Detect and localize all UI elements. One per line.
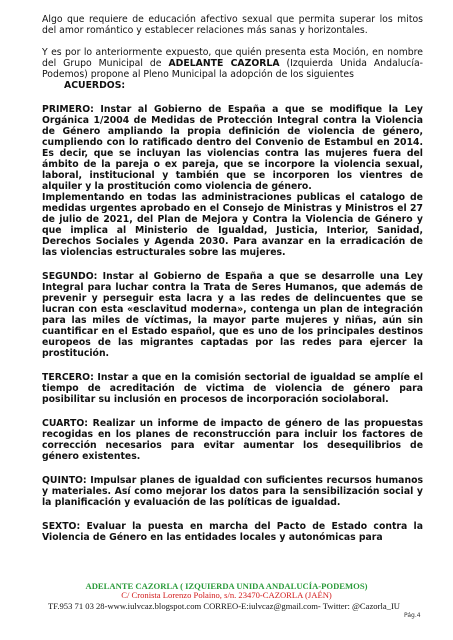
- agreement-cuarto: CUARTO: Realizar un informe de impacto de género de las propuestas recogidas en los planes de reconstrucción para incluir los factores de corrección necesarios para evitar aumentar los desequilibrios de género existentes.: [42, 418, 423, 462]
- page-footer: [0, 581, 453, 619]
- acuerdos-heading: ACUERDOS:: [64, 80, 126, 91]
- party-name: ADELANTE CAZORLA: [168, 58, 280, 69]
- proposal-text-b: (Izquierda Unida Andalucía-Podemos) propone al Pleno Municipal la adopción de los siguientes: [42, 58, 423, 80]
- proposal-paragraph: [42, 47, 423, 80]
- footer-address-line: C/ Cronista Lorenzo Polaino, s/n. 23470-CAZORLA (JAÉN): [121, 590, 332, 600]
- agreement-primero-continued: Implementando en todas las administraciones publicas el catalogo de medidas urgentes aprobado en el Consejo de Ministras y Ministros el 27 de julio de 2021, del Plan de Mejora y Contra la Violencia de Género y que implica al Ministerio de Igualdad, Justicia, Interior, Sanidad, Derechos Sociales y Agenda 2030. Para avanzar en la erradicación de las violencias estructurales sobre las mujeres.: [42, 192, 423, 258]
- agreement-tercero: TERCERO: Instar a que en la comisión sectorial de igualdad se amplíe el tiempo de acreditación de victima de violencia de género para posibilitar su inclusión en procesos de incorporación sociolaboral.: [42, 372, 423, 405]
- agreement-primero: PRIMERO: Instar al Gobierno de España a que se modifique la Ley Orgánica 1/2004 de Medidas de Protección Integral contra la Violencia de Género ampliando la propia definición de violencia de género, cumpliendo con lo ratificado dentro del Convenio de Estambul en 2014. Es decir, que se incluyan las violencias contra las mujeres fuera del ámbito de la pareja o ex pareja, que se incorpore la violencia sexual, laboral, institucional y también que se incorporen los vientres de alquiler y la prostitución como violencia de género.: [42, 104, 423, 192]
- agreement-quinto: QUINTO: Impulsar planes de igualdad con suficientes recursos humanos y materiales. Así como mejorar los datos para la sensibilización social y la planificación y evaluación de las políticas de igualdad.: [42, 475, 423, 508]
- intro-paragraph: Algo que requiere de educación afectivo sexual que permita superar los mitos del amor romántico y establecer relaciones más sanas y horizontales.: [42, 14, 423, 36]
- proposal-text-a: Y es por lo anteriormente expuesto, que quién presenta esta Moción, en nombre del Grupo Municipal de: [42, 47, 423, 69]
- agreement-sexto: SEXTO: Evaluar la puesta en marcha del Pacto de Estado contra la Violencia de Género en las entidades locales y autonómicas para: [42, 521, 423, 543]
- page-number: Pág.4: [404, 612, 421, 619]
- footer-contact-line: TF.953 71 03 28-www.iulvcaz.blogspot.com CORREO-E:iulvcaz@gmail.com- Twitter: @Cazorla_IU: [48, 601, 401, 611]
- footer-party-line: ADELANTE CAZORLA ( IZQUIERDA UNIDA ANDALUCÍA-PODEMOS): [85, 581, 368, 591]
- agreement-segundo: SEGUNDO: Instar al Gobierno de España a que se desarrolle una Ley Integral para luchar contra la Trata de Seres Humanos, que además de prevenir y perseguir esta lacra y a las redes de delincuentes que se lucran con esta «esclavitud moderna», contenga un plan de integración para las miles de víctimas, la mayor parte mujeres y niñas, aún sin cuantificar en el Estado español, que es uno de los principales destinos europeos de las migrantes captadas por las redes para ejercer la prostitución.: [42, 271, 423, 359]
